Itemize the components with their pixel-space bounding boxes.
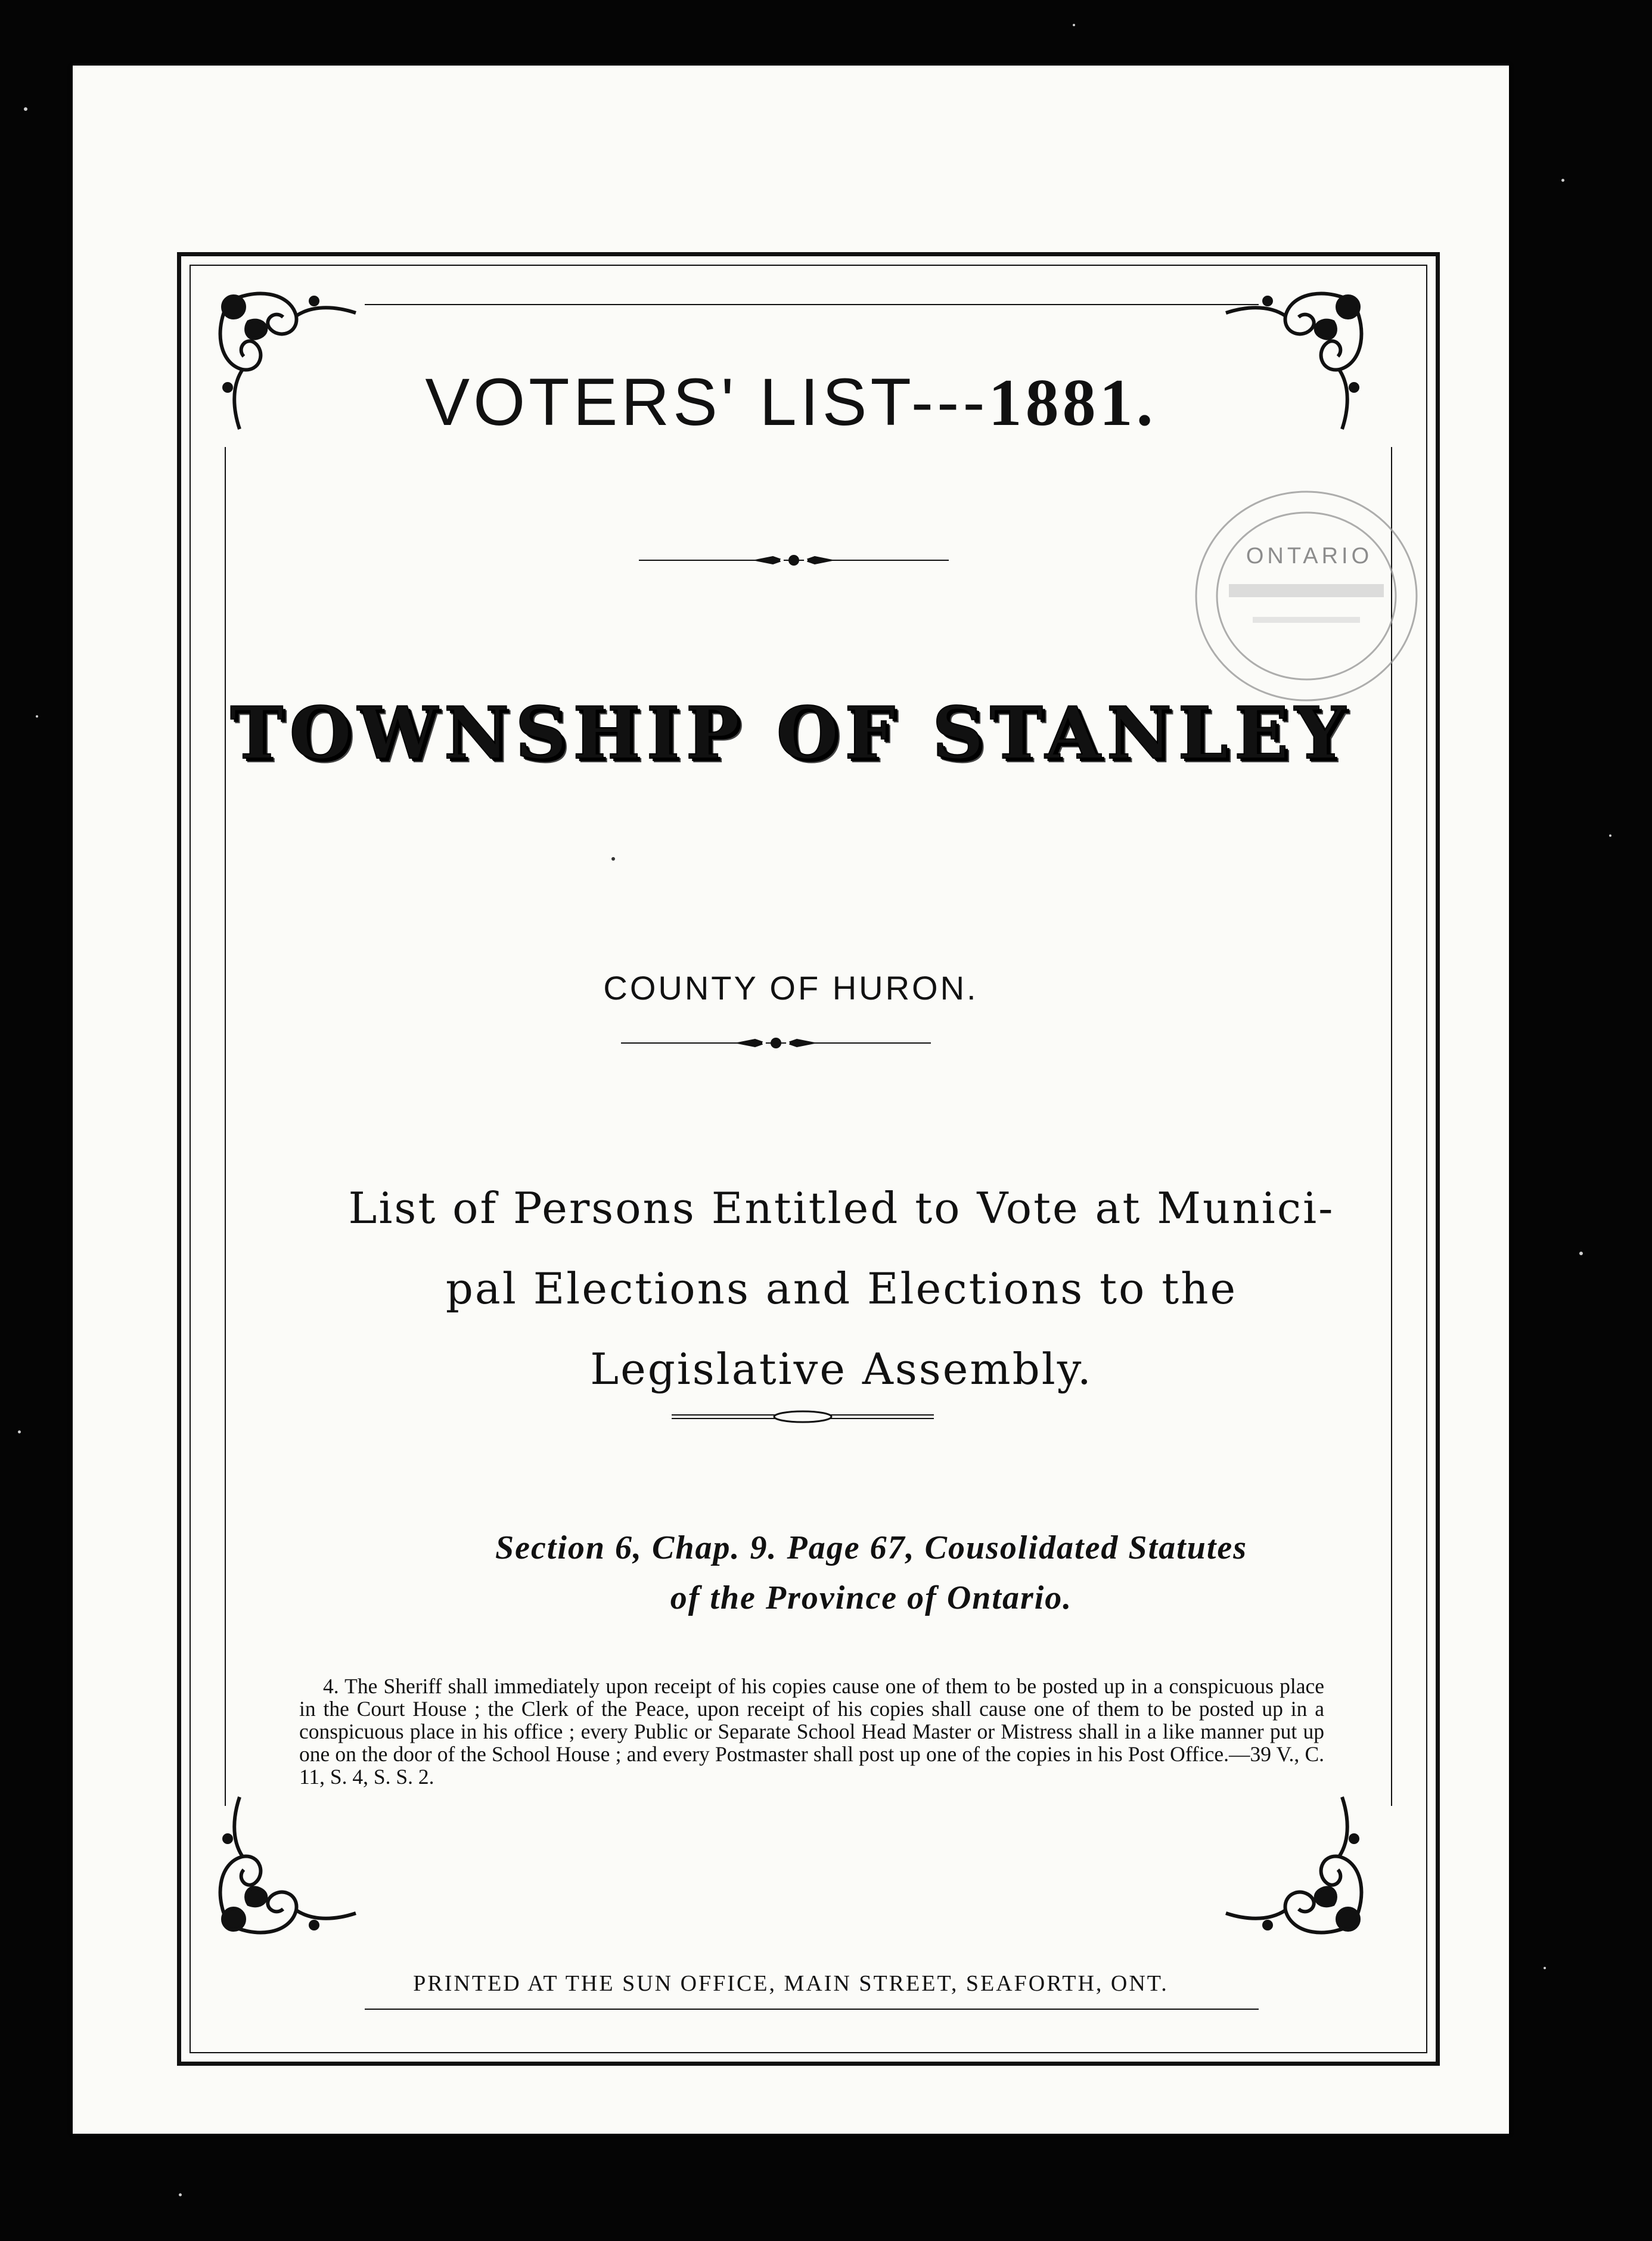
scan-speck — [1073, 24, 1075, 26]
persons-entitled-text — [323, 1168, 1360, 1410]
persons-line: pal Elections and Elections to the — [445, 1264, 1238, 1314]
corner-flourish-icon — [207, 1791, 362, 1946]
document-page — [73, 66, 1509, 2134]
frame-rule-left — [225, 447, 226, 1806]
persons-line: List of Persons Entitled to Vote at Munici- — [348, 1183, 1335, 1233]
scan-speck — [1561, 179, 1564, 182]
corner-flourish-icon — [1220, 1791, 1375, 1946]
scan-speck — [179, 2193, 182, 2196]
scan-speck — [18, 1430, 21, 1433]
stamp-text: ONTARIO — [1246, 544, 1373, 569]
statute-text: 4. The Sheriff shall immediately upon receipt of his copies cause one of them to be posted up in a conspicuous place in the Court House ; the Clerk of the Peace, upon receipt of his copies shall cause one of them to be posted up in a conspicuous place in his office ; every Public or Separate School Head Master or Mistress shall in a like manner put up one on the door of the School House ; and every Postmaster shall post up one of the copies in his Post Office.—39 V., C. 11, S. 4, S. S. 2. — [299, 1674, 1324, 1789]
scan-speck — [1609, 834, 1611, 837]
scan-speck — [1579, 1252, 1583, 1255]
statute-reference — [359, 1523, 1384, 1623]
scan-speck — [1544, 1967, 1546, 1969]
page-title — [73, 364, 1509, 442]
library-stamp — [1187, 483, 1426, 709]
stray-dot — [611, 857, 615, 861]
section-line: Section 6, Chap. 9. Page 67, Cousolidated Statutes — [495, 1529, 1248, 1566]
county-heading: COUNTY OF HURON. — [603, 969, 979, 1007]
title-year-text: 1881. — [988, 366, 1157, 440]
title-text: VOTERS' LIST--- — [425, 365, 989, 439]
frame-rule-bottom — [365, 2009, 1259, 2010]
diamond-divider-icon — [621, 1034, 931, 1052]
diamond-divider-icon — [639, 551, 949, 569]
oval-divider-icon — [672, 1410, 934, 1424]
scan-speck — [24, 107, 27, 111]
section-line: of the Province of Ontario. — [670, 1579, 1073, 1616]
township-heading: TOWNSHIP OF STANLEY — [230, 691, 1352, 775]
persons-line: Legislative Assembly. — [590, 1344, 1093, 1394]
printer-imprint: PRINTED AT THE SUN OFFICE, MAIN STREET, SEAFORTH, ONT. — [413, 1971, 1169, 1996]
statute-paragraph — [299, 1675, 1324, 1788]
frame-rule-top — [365, 304, 1259, 305]
scan-speck — [36, 715, 38, 718]
